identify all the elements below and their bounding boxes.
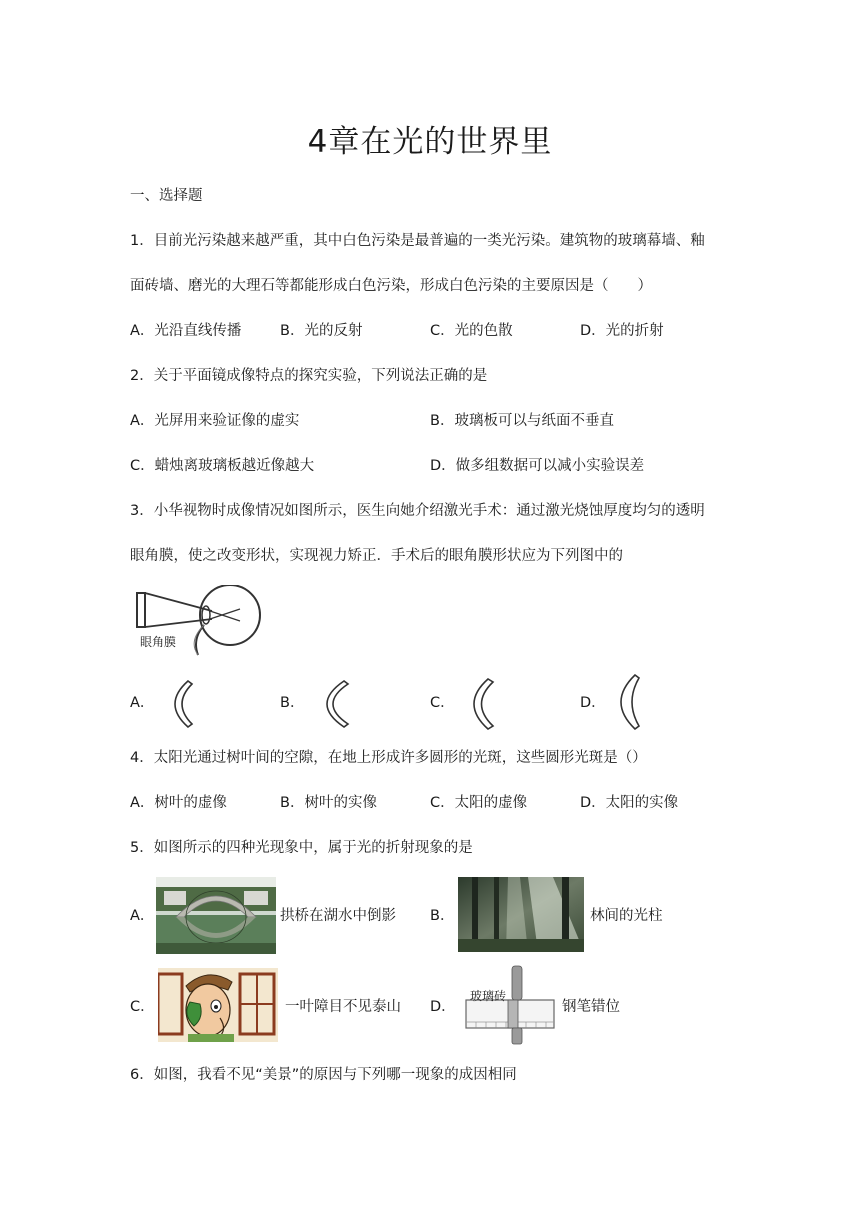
- q5-option-c-caption: 一叶障目不见泰山: [285, 999, 401, 1015]
- q1-option-d: D．光的折射: [580, 323, 664, 339]
- q4-stem: 4．太阳光通过树叶间的空隙，在地上形成许多圆形的光斑，这些圆形光斑是（）: [130, 750, 647, 766]
- q3-stem-line2: 眼角膜，使之改变形状，实现视力矫正．手术后的眼角膜形状应为下列图中的: [130, 548, 623, 564]
- q5-option-d-caption: 钢笔错位: [562, 999, 620, 1015]
- q2-option-a: A．光屏用来验证像的虚实: [130, 413, 300, 429]
- q5-option-a-label: A．: [130, 908, 155, 924]
- cornea-shape-d: [605, 672, 650, 732]
- q2-stem: 2．关于平面镜成像特点的探究实验，下列说法正确的是: [130, 368, 488, 384]
- page-title: 4章在光的世界里: [307, 124, 553, 160]
- leaf-blocking-eye-cartoon: [158, 968, 278, 1042]
- q1-option-c: C．光的色散: [430, 323, 513, 339]
- q4-option-d: D．太阳的实像: [580, 795, 679, 811]
- bridge-reflection-photo: [156, 877, 276, 954]
- q5-option-b-caption: 林间的光柱: [590, 908, 663, 924]
- glass-brick-label: 玻璃砖: [470, 989, 507, 1003]
- q1-stem-line1: 1．目前光污染越来越严重，其中白色污染是最普遍的一类光污染。建筑物的玻璃幕墙、釉: [130, 233, 705, 249]
- q5-option-d-label: D．: [430, 999, 456, 1015]
- q4-option-b: B．树叶的实像: [280, 795, 377, 811]
- q1-option-b: B．光的反射: [280, 323, 363, 339]
- forest-light-beam-photo: [458, 877, 584, 952]
- q5-option-b-label: B．: [430, 908, 455, 924]
- q3-option-c-label: C．: [430, 695, 455, 711]
- q4-option-a: A．树叶的虚像: [130, 795, 227, 811]
- q6-stem: 6．如图，我看不见“美景”的原因与下列哪一现象的成因相同: [130, 1067, 517, 1083]
- q3-stem-line1: 3．小华视物时成像情况如图所示，医生向她介绍激光手术：通过激光烧蚀厚度均匀的透明: [130, 503, 705, 519]
- cornea-shape-b: [312, 678, 357, 730]
- q3-option-d-label: D．: [580, 695, 606, 711]
- q5-option-c-label: C．: [130, 999, 155, 1015]
- cornea-shape-c: [460, 676, 505, 732]
- q4-option-c: C．太阳的虚像: [430, 795, 528, 811]
- cornea-shape-a: [160, 678, 205, 730]
- q3-option-b-label: B．: [280, 695, 305, 711]
- cornea-label: 眼角膜: [140, 635, 177, 649]
- section-heading: 一、选择题: [130, 188, 203, 204]
- q2-option-d: D．做多组数据可以减小实验误差: [430, 458, 645, 474]
- q5-option-a-caption: 拱桥在湖水中倒影: [280, 908, 396, 924]
- q3-option-a-label: A．: [130, 695, 155, 711]
- q2-option-b: B．玻璃板可以与纸面不垂直: [430, 413, 614, 429]
- q1-option-a: A．光沿直线传播: [130, 323, 242, 339]
- q1-stem-line2: 面砖墙、磨光的大理石等都能形成白色污染，形成白色污染的主要原因是（ ）: [130, 278, 652, 294]
- q2-option-c: C．蜡烛离玻璃板越近像越大: [130, 458, 315, 474]
- q5-stem: 5．如图所示的四种光现象中，属于光的折射现象的是: [130, 840, 473, 856]
